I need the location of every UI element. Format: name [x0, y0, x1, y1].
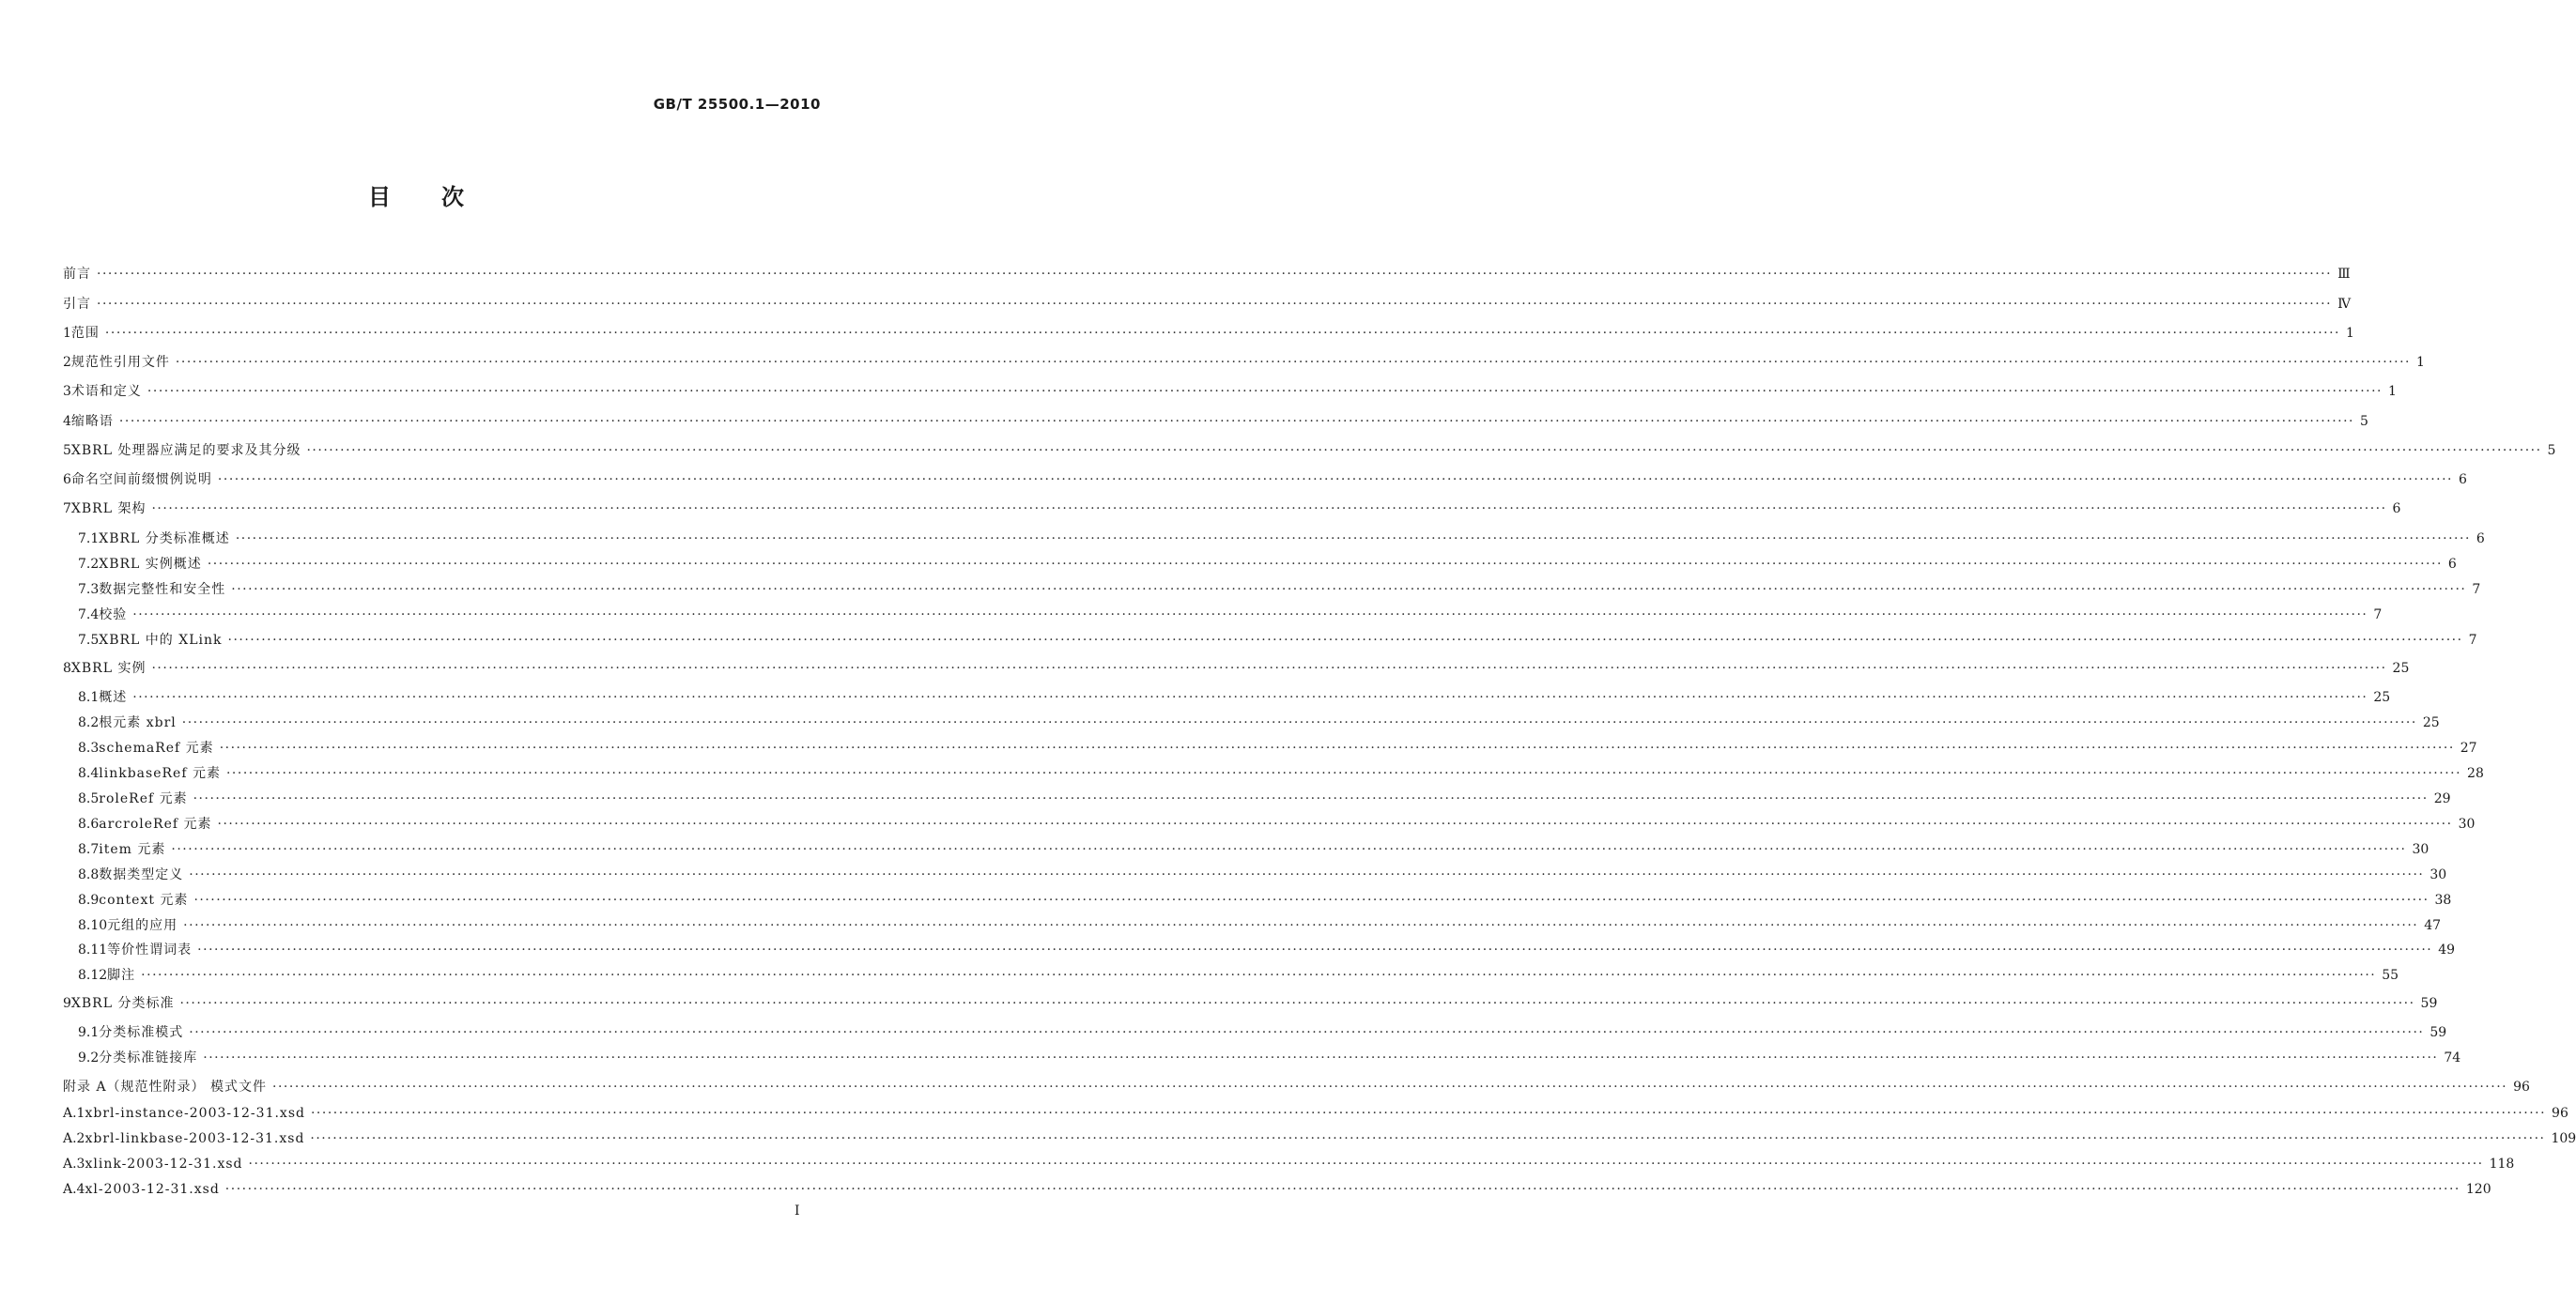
toc-leader-dots: ················································································································································································································································································································································································································ [181, 715, 2417, 730]
toc-entry-label: 规范性引用文件 [70, 355, 170, 370]
toc-entry-label: 缩略语 [70, 414, 114, 429]
toc-entry-page: 7 [2468, 633, 2477, 648]
toc-entry-page: 5 [2360, 414, 2368, 429]
toc-entry-number: A.1 [63, 1106, 85, 1121]
toc-entry-number: 8.11 [78, 943, 108, 958]
toc-entry-page: 6 [2447, 557, 2457, 572]
toc-leader-dots: ················································································································································································································································································································································································································ [310, 1131, 2546, 1146]
page-number: Ⅰ [794, 1203, 800, 1219]
toc-entry-page: 120 [2465, 1182, 2491, 1197]
toc-entry-page: 29 [2433, 791, 2451, 806]
toc-entry-number: 8.8 [78, 867, 100, 882]
toc-entry-label: XBRL 架构 [70, 501, 147, 516]
toc-entry-page: 28 [2467, 766, 2484, 781]
toc-entry-number: A.2 [63, 1131, 85, 1146]
toc-leader-dots: ················································································································································································································································································································································································································ [272, 1080, 2508, 1095]
toc-entry-page: 118 [2489, 1157, 2515, 1172]
toc-leader-dots: ················································································································································································································································································································································································································ [151, 661, 2387, 676]
toc-entry-label: xlink-2003-12-31.xsd [85, 1157, 243, 1172]
toc-entry-number: 9 [63, 996, 71, 1011]
toc-entry-number: 7.2 [78, 557, 100, 572]
toc-entry-page: 30 [2429, 867, 2447, 882]
toc-entry-page: 59 [2429, 1025, 2447, 1040]
toc-leader-dots: ················································································································································································································································································································································································································ [227, 633, 2463, 648]
toc-leader-dots: ················································································································································································································································································································································································································ [231, 582, 2467, 597]
toc-entry[interactable] [63, 1048, 2461, 1068]
toc-leader-dots: ················································································································································································································································································································································································································ [235, 531, 2471, 546]
toc-entry-page: 25 [2373, 690, 2391, 705]
toc-entry-number: 8.12 [78, 968, 108, 983]
toc-entry[interactable] [63, 965, 2399, 986]
toc-leader-dots: ················································································································································································································································································································································································································ [217, 817, 2453, 832]
toc-entry-page: 59 [2420, 996, 2438, 1011]
toc-leader-dots: ················································································································································································································································································································································································································ [306, 443, 2542, 458]
toc-leader-dots: ················································································································································································································································································································································································································ [97, 267, 2333, 282]
toc-entry-number: 8.9 [78, 893, 100, 908]
toc-entry-number: 8.6 [78, 817, 100, 832]
toc-entry-number: 9.1 [78, 1025, 100, 1040]
toc-entry-label: roleRef 元素 [99, 791, 188, 806]
toc-entry-number: 7.4 [78, 607, 100, 622]
toc-leader-dots: ················································································································································································································································································································································································································ [310, 1106, 2547, 1121]
toc-entry-label: arcroleRef 元素 [99, 817, 212, 832]
toc-leader-dots: ················································································································································································································································································································································································································ [207, 557, 2443, 572]
toc-entry-page: 6 [2392, 501, 2401, 516]
toc-leader-dots: ················································································································································································································································································································································································································ [118, 414, 2354, 429]
toc-entry-number: 8.2 [78, 715, 100, 730]
toc-entry[interactable] [63, 658, 2410, 679]
toc-entry[interactable] [63, 294, 2352, 314]
toc-entry-label: XBRL 实例 [70, 661, 147, 676]
toc-entry[interactable] [63, 993, 2438, 1014]
toc-entry-label: xl-2003-12-31.xsd [85, 1182, 220, 1197]
toc-entry-number: 7.1 [78, 531, 100, 546]
toc-entry[interactable] [63, 687, 2391, 708]
toc-entry-label: 分类标准链接库 [99, 1050, 198, 1065]
standard-number: GB/T 25500.1—2010 [653, 96, 821, 113]
toc-entry-page: 74 [2444, 1050, 2461, 1065]
toc-entry-number: 7.3 [78, 582, 100, 597]
toc-leader-dots: ················································································································································································································································································································································································································ [171, 842, 2407, 857]
toc-entry-page: 55 [2382, 968, 2399, 983]
toc-entry[interactable] [63, 411, 2368, 432]
toc-leader-dots: ················································································································································································································································································································································································································ [97, 297, 2333, 312]
toc-entry[interactable] [63, 839, 2429, 860]
toc-entry[interactable] [63, 352, 2425, 373]
toc-entry-label: 数据类型定义 [99, 867, 184, 882]
toc-entry-label: 数据完整性和安全性 [99, 582, 226, 597]
toc-entry-page: 38 [2434, 893, 2452, 908]
toc-leader-dots: ················································································································································································································································································································································································································ [141, 968, 2377, 983]
toc-entry-page: 96 [2513, 1080, 2530, 1095]
toc-entry[interactable] [63, 940, 2456, 960]
toc-entry-label: item 元素 [99, 842, 166, 857]
toc-entry[interactable] [63, 1157, 2515, 1177]
toc-entry-page: 7 [2373, 607, 2383, 622]
toc-leader-dots: ················································································································································································································································································································································································································ [219, 741, 2455, 756]
toc-entry-number: A.3 [63, 1157, 85, 1172]
toc-entry[interactable] [63, 469, 2467, 490]
toc-entry-label: XBRL 处理器应满足的要求及其分级 [70, 443, 301, 458]
toc-entry[interactable] [63, 738, 2477, 759]
toc-leader-dots: ················································································································································································································································································································································································································ [203, 1050, 2439, 1065]
toc-entry-number: 8.5 [78, 791, 100, 806]
toc-entry[interactable] [63, 579, 2481, 600]
toc-leader-dots: ················································································································································································································································································································································································································ [248, 1157, 2484, 1172]
toc-entry-page: Ⅳ [2337, 297, 2352, 312]
toc-entry-label: 范围 [70, 326, 100, 341]
toc-entry-page: 1 [2388, 384, 2397, 399]
toc-entry-number: 7 [63, 501, 71, 516]
toc-entry-page: 109 [2551, 1131, 2576, 1146]
toc-entry[interactable] [63, 381, 2397, 402]
toc-entry-label: 前言 [63, 267, 91, 282]
toc-entry-page: 25 [2422, 715, 2440, 730]
toc-entry-number: 3 [63, 384, 71, 399]
toc-entry[interactable] [63, 264, 2351, 284]
toc-entry-page: 47 [2424, 918, 2442, 933]
toc-entry-label: 命名空间前缀惯例说明 [70, 472, 212, 487]
toc-entry-number: 8.4 [78, 766, 100, 781]
toc-entry-label: 分类标准模式 [99, 1025, 184, 1040]
toc-entry[interactable] [63, 440, 2556, 461]
toc-leader-dots: ················································································································································································································································································································································································································ [193, 791, 2429, 806]
toc-entry-number: 7.5 [78, 633, 100, 648]
toc-entry-page: 30 [2412, 842, 2429, 857]
toc-entry-label: 术语和定义 [70, 384, 142, 399]
toc-leader-dots: ················································································································································································································································································································································································································ [193, 893, 2429, 908]
toc-entry-page: 1 [2346, 326, 2354, 341]
toc-entry[interactable] [63, 1022, 2447, 1043]
toc-entry-label: 元组的应用 [107, 918, 178, 933]
toc-entry[interactable] [63, 814, 2476, 835]
toc-entry[interactable] [63, 605, 2383, 625]
toc-leader-dots: ················································································································································································································································································································································································································ [147, 384, 2383, 399]
toc-entry[interactable] [63, 1182, 2491, 1203]
toc-entry-number: 9.2 [78, 1050, 100, 1065]
toc-entry-number: 8.1 [78, 690, 100, 705]
toc-entry-label: xbrl-instance-2003-12-31.xsd [85, 1106, 305, 1121]
toc-entry-label: XBRL 中的 XLink [99, 633, 223, 648]
toc-entry[interactable] [63, 865, 2447, 885]
toc-entry-label: 概述 [99, 690, 128, 705]
toc-entry-number: 2 [63, 355, 71, 370]
toc-entry-page: Ⅲ [2337, 267, 2351, 282]
toc-entry-number: 6 [63, 472, 71, 487]
toc-entry-label: schemaRef 元素 [99, 741, 214, 756]
toc-leader-dots: ················································································································································································································································································································································································································ [104, 326, 2340, 341]
toc-entry-label: linkbaseRef 元素 [99, 766, 221, 781]
toc-leader-dots: ················································································································································································································································································································································································································ [189, 1025, 2425, 1040]
toc-entry[interactable] [63, 1077, 2530, 1097]
page-title: 目次 [368, 184, 515, 210]
toc-entry[interactable] [63, 1131, 2576, 1152]
toc-entry[interactable] [63, 713, 2440, 733]
toc-entry-number: 8.3 [78, 741, 100, 756]
toc-entry-number: A.4 [63, 1182, 85, 1197]
toc-entry[interactable] [63, 529, 2485, 549]
toc-entry-number: 8 [63, 661, 71, 676]
toc-entry-number: 8.7 [78, 842, 100, 857]
toc-entry[interactable] [63, 915, 2442, 936]
toc-entry-page: 49 [2438, 943, 2456, 958]
toc-entry-label: 根元素 xbrl [99, 715, 177, 730]
toc-entry[interactable] [63, 890, 2452, 911]
toc-leader-dots: ················································································································································································································································································································································································································ [183, 918, 2419, 933]
toc-leader-dots: ················································································································································································································································································································································································································ [132, 690, 2368, 705]
toc-entry[interactable] [63, 630, 2477, 651]
toc-entry-number: 5 [63, 443, 71, 458]
toc-entry-label: xbrl-linkbase-2003-12-31.xsd [85, 1131, 305, 1146]
toc-entry-page: 96 [2552, 1106, 2568, 1121]
toc-entry[interactable] [63, 1106, 2568, 1127]
toc-entry-label: 等价性谓词表 [107, 943, 193, 958]
toc-entry-page: 25 [2392, 661, 2410, 676]
toc-entry-number: 8.10 [78, 918, 108, 933]
toc-entry-page: 27 [2460, 741, 2477, 756]
toc-leader-dots: ················································································································································································································································································································································································································ [189, 867, 2425, 882]
toc-entry[interactable] [63, 498, 2401, 519]
toc-leader-dots: ················································································································································································································································································································································································································ [217, 472, 2453, 487]
toc-leader-dots: ················································································································································································································································································································································································································ [197, 943, 2433, 958]
toc-entry-label: XBRL 实例概述 [99, 557, 202, 572]
toc-entry-page: 7 [2472, 582, 2481, 597]
toc-entry-number: 4 [63, 414, 71, 429]
toc-leader-dots: ················································································································································································································································································································································································································ [175, 355, 2411, 370]
toc-entry[interactable] [63, 763, 2484, 784]
toc-leader-dots: ················································································································································································································································································································································································································ [225, 766, 2462, 781]
toc-entry-label: context 元素 [99, 893, 189, 908]
toc-entry-page: 30 [2458, 817, 2476, 832]
toc-entry[interactable] [63, 323, 2354, 344]
toc-leader-dots: ················································································································································································································································································································································································································ [224, 1182, 2460, 1197]
toc-entry-label: XBRL 分类标准概述 [99, 531, 230, 546]
toc-leader-dots: ················································································································································································································································································································································································································ [179, 996, 2415, 1011]
toc-entry-label: XBRL 分类标准 [70, 996, 175, 1011]
toc-entry-number: 1 [63, 326, 71, 341]
toc-entry-page: 1 [2416, 355, 2425, 370]
toc-entry[interactable] [63, 789, 2451, 809]
toc-entry-label: 脚注 [107, 968, 136, 983]
toc-entry-label: 校验 [99, 607, 128, 622]
toc-entry-page: 6 [2476, 531, 2485, 546]
toc-entry[interactable] [63, 554, 2457, 575]
toc-entry-label: 引言 [63, 297, 91, 312]
toc-leader-dots: ················································································································································································································································································································································································································ [132, 607, 2368, 622]
toc-entry-page: 5 [2547, 443, 2556, 458]
toc-entry-page: 6 [2459, 472, 2467, 487]
toc-leader-dots: ················································································································································································································································································································································································································ [151, 501, 2387, 516]
toc-entry-label: 附录 A（规范性附录） 模式文件 [63, 1080, 268, 1095]
